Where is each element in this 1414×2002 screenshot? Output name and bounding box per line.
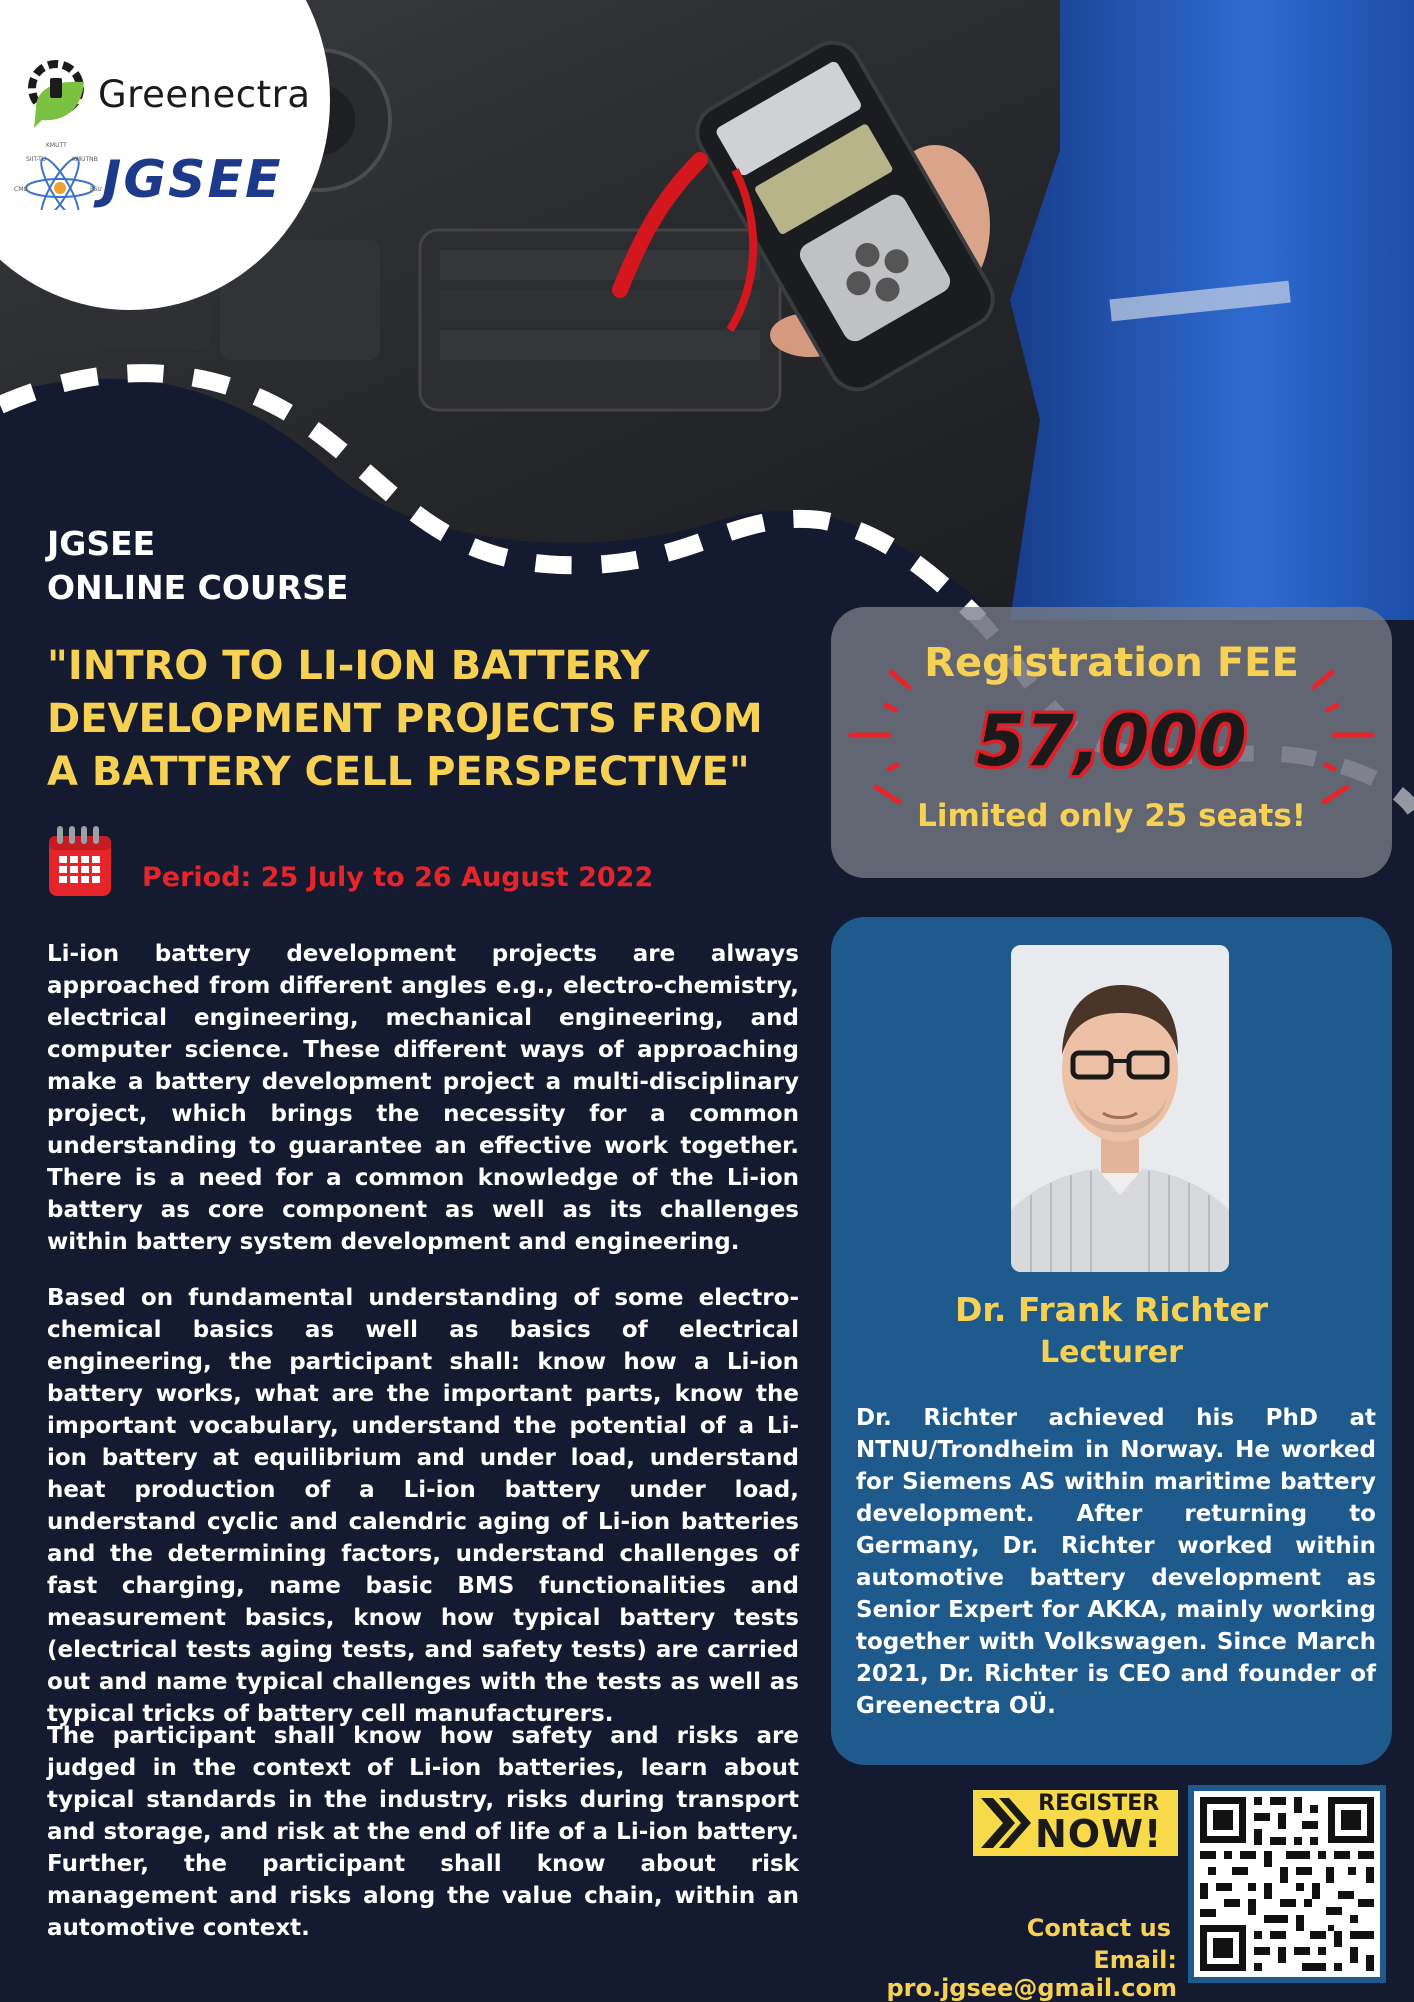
course-tag [47,522,348,610]
register-now-button[interactable] [973,1790,1178,1856]
course-tag-line2: ONLINE COURSE [47,568,349,607]
lecturer-name: Dr. Frank Richter [954,1290,1269,1329]
description-paragraph-1: Li-ion battery development projects are always approached from different angles e.g., electro-chemistry, electrical engineering, mechanical engineering, and computer science. These different ways of approaching make a battery development project a multi-disciplinary project, which brings the necessity for a common understanding to guarantee an effective work together. There is a need for a common knowledge of the Li-ion battery as core component as well as its challenges within battery system development and engineering. [47,941,799,1255]
contact-email[interactable]: Email: pro.jgsee@gmail.com [886,1946,1177,2002]
greenectra-logo-text: Greenectra [98,72,311,116]
calendar-icon [47,824,113,898]
register-label-line1: REGISTER [1038,1791,1160,1816]
lecturer-role: Lecturer [1040,1335,1183,1370]
lecturer-photo [1011,945,1229,1272]
description-paragraph-2: Based on fundamental understanding of some electro-chemical basics as well as basics of electrical engineering, the participant shall: know how a Li-ion battery works, what are the important parts, know the important vocabulary, understand the potential of a Li-ion battery at equilibrium and under load, understand heat production of a Li-ion battery under load, understand cyclic and calendric aging of Li-ion batteries and the determining factors, understand challenges of fast charging, name basic BMS functionalities and measurement basics, know how typical battery tests (electrical tests aging tests, and safety tests) are carried out and name typical challenges with the tests as well as typical tricks of battery cell manufacturers. [47,1285,799,1727]
course-title [47,640,787,799]
jgsee-logo [14,142,283,210]
lecturer-bio: Dr. Richter achieved his PhD at NTNU/Trondheim in Norway. He worked for Siemens AS within maritime battery development. After returning to Germany, Dr. Richter worked within automotive battery development as Senior Expert for AKKA, mainly working together with Volkswagen. Since March 2021, Dr. Richter is CEO and founder of Greenectra OÜ. [856,1405,1376,1719]
jgsee-atom-icon [14,142,102,210]
register-label-line2: NOW! [1035,1812,1163,1856]
course-tag-line1: JGSEE [47,524,156,563]
register-label [1035,1791,1163,1856]
course-title-line1: "INTRO TO LI-ION BATTERY [47,643,650,689]
chevron-icon [973,1790,1035,1856]
jgsee-logo-text: JGSEE [102,150,283,210]
description-paragraph-3: The participant shall know how safety and risks are judged in the context of Li-ion batteries, learn about typical standards in the industry, risks during transport and storage, and risk at the end of life of a Li-ion battery. Further, the participant shall know about risk management and risks along the value chain, within an automotive context. [47,1723,799,1941]
course-title-line3: A BATTERY CELL PERSPECTIVE" [47,749,750,795]
jgsee-ring-label: SIIT-TU [26,156,47,163]
fee-amount: 57,000 [976,700,1247,782]
course-title-line2: DEVELOPMENT PROJECTS FROM [47,696,763,742]
greenectra-logo [26,58,311,130]
qr-code-icon[interactable] [1188,1785,1386,1983]
course-period: Period: 25 July to 26 August 2022 [142,862,654,893]
jgsee-ring-label: KMUTNB [72,156,98,163]
jgsee-ring-label: CMU [14,186,28,193]
jgsee-ring-label: PSU [90,186,102,193]
greenectra-logo-icon [26,58,92,130]
jgsee-ring-label: KMUTT [46,142,67,149]
fee-seats: Limited only 25 seats! [917,798,1306,834]
contact-title: Contact us [1026,1914,1171,1942]
fee-title: Registration FEE [924,640,1299,686]
